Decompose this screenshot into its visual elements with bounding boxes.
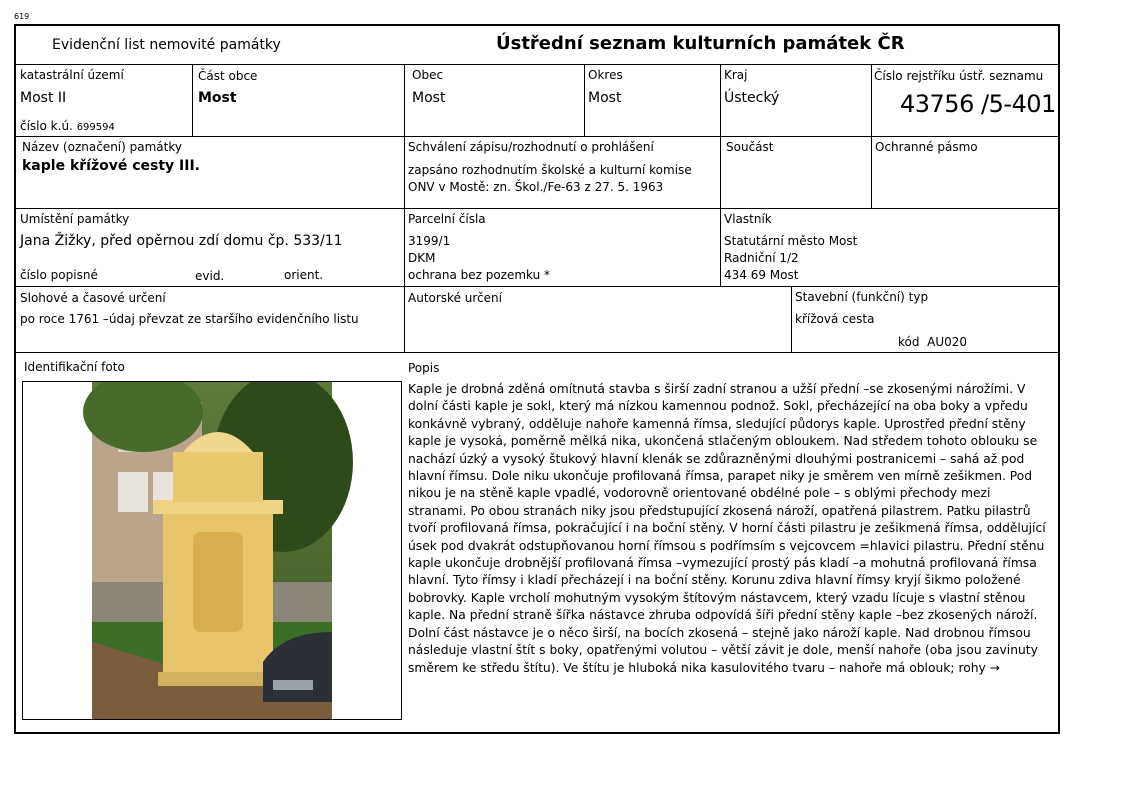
cislo-popisne-label: číslo popisné	[20, 268, 98, 282]
stavebni-value: křížová cesta	[795, 312, 875, 326]
divider	[15, 136, 1059, 137]
slohove-label: Slohové a časové určení	[20, 291, 166, 305]
slohove-value: po roce 1761 –údaj převzat ze staršího evidenčního listu	[20, 312, 359, 326]
nazev-label: Název (označení) památky	[22, 140, 182, 154]
kraj-label: Kraj	[724, 68, 748, 82]
divider	[192, 64, 193, 136]
vlastnik-line3: 434 69 Most	[724, 268, 799, 282]
katastr-label: katastrální území	[20, 68, 124, 82]
parcelni-line2: DKM	[408, 251, 436, 265]
divider	[15, 208, 1059, 209]
kod	[898, 335, 967, 349]
divider	[584, 64, 585, 136]
cast-obce-value: Most	[198, 90, 237, 106]
page-number: 619	[14, 12, 30, 21]
popis-label: Popis	[408, 361, 440, 375]
rejstrik-value: 43756 /5-401	[900, 90, 1056, 118]
form-title: Evidenční list nemovité památky	[52, 37, 281, 53]
popis-text: Kaple je drobná zděná omítnutá stavba s širší zadní stranou a užší přední –se zkosenými nárožími. V dolní části kaple je sokl, který má nízkou kamennou podnož. Sokl, přecházející na oba boky a vpředu konkávně vybraný, odděluje nahoře kamenná římsa, sledující půdorys kaple. Uprostřed přední stěny kaple je vysoká, poměrně mělká nika, ukončená stlačeným obloukem. Nad středem tohoto oblouku se nachází úzký a vysoký štukový hlavní klenák se zdůrazněnými dlouhými postranicemi – sahá až pod hlavní římsu. Dole niku ukončuje profilovaná římsa, parapet niky je směrem ven mírně zešikmen. Pod nikou je na stěně kaple vpadlé, vodorovně orientované obdélné pole – s oblými přechody mezi stranami. Po obou stranách niky jsou předstupující zkosená nároží, opatřená pilastrem. Patku pilastrů tvoří profilovaná římsa, pokračující i na boční stěny. V horní části pilastru je zešikmená římsa, oddělující úsek pod dvakrát odstupňovanou horní římsou s podřímsím s vejcovcem =hlavici pilastru. Přední stěnu kaple ukončuje drobnější profilovaná římsa –vymezující prostý pás kladí –a mohutná profilovaná římsa hlavní. Tyto římsy i kladí přecházejí i na boční stěny. Korunu zdiva hlavní římsy kryjí šikmo položené bobrovky. Kaple vrcholí mohutným vysokým štítovým nástavcem, který vzadu lícuje s vlastní stěnou kaple. Na přední straně šířka nástavce zhruba odpovídá šíři přední stěny kaple –bez zkosených nároží. Dolní část nástavce je o něco širší, na bocích zkosená – stejně jako nároží kaple. Nad drobnou římsou následuje vlastní štít s boky, opatřenými volutou – větší závit je dole, menší nahoře (oba jsou zavinuty směrem ke středu štítu). Ve štítu je hluboká nika kasulovitého tvaru – nahoře má oblouk; rohy →	[408, 382, 1046, 675]
divider	[720, 64, 721, 286]
evid-label: evid.	[195, 269, 225, 283]
vlastnik-label: Vlastník	[724, 212, 772, 226]
autorske-label: Autorské určení	[408, 291, 502, 305]
okres-value: Most	[588, 90, 622, 106]
pasmo-label: Ochranné pásmo	[875, 140, 978, 154]
kraj-value: Ústecký	[724, 90, 780, 106]
divider	[871, 64, 872, 208]
obec-value: Most	[412, 90, 446, 106]
divider	[15, 286, 1059, 287]
cislo-ku-label: číslo k.ú.	[20, 119, 73, 133]
vlastnik-line1: Statutární město Most	[724, 234, 858, 248]
umisteni-value: Jana Žižky, před opěrnou zdí domu čp. 533/11	[20, 233, 343, 249]
identification-photo	[22, 381, 402, 720]
obec-label: Obec	[412, 68, 444, 82]
rejstrik-label: Číslo rejstříku ústř. seznamu	[874, 69, 1044, 83]
schvaleni-label: Schválení zápisu/rozhodnutí o prohlášení	[408, 140, 654, 154]
register-title: Ústřední seznam kulturních památek ČR	[496, 33, 905, 54]
divider	[15, 64, 1059, 65]
kod-value: AU020	[927, 335, 968, 349]
divider	[791, 286, 792, 352]
okres-label: Okres	[588, 68, 623, 82]
cislo-ku-value: 699594	[76, 122, 115, 133]
divider	[15, 352, 1059, 353]
parcelni-line1: 3199/1	[408, 234, 451, 248]
cast-obce-label: Část obce	[198, 69, 258, 83]
nazev-value: kaple křížové cesty III.	[22, 158, 200, 174]
kod-label: kód	[898, 335, 920, 349]
umisteni-label: Umístění památky	[20, 212, 130, 226]
stavebni-label: Stavební (funkční) typ	[795, 290, 929, 304]
schvaleni-line2: ONV v Mostě: zn. Škol./Fe-63 z 27. 5. 1963	[408, 180, 664, 194]
chapel-photo-illustration	[23, 382, 401, 719]
vlastnik-line2: Radniční 1/2	[724, 251, 799, 265]
katastr-value: Most II	[20, 90, 67, 106]
schvaleni-line1: zapsáno rozhodnutím školské a kulturní komise	[408, 163, 692, 177]
orient-label: orient.	[284, 268, 324, 282]
parcelni-label: Parcelní čísla	[408, 212, 486, 226]
parcelni-line3: ochrana bez pozemku *	[408, 268, 551, 282]
soucast-label: Součást	[726, 140, 774, 154]
divider	[404, 64, 405, 352]
cislo-ku	[20, 119, 115, 133]
foto-label: Identifikační foto	[24, 360, 125, 374]
